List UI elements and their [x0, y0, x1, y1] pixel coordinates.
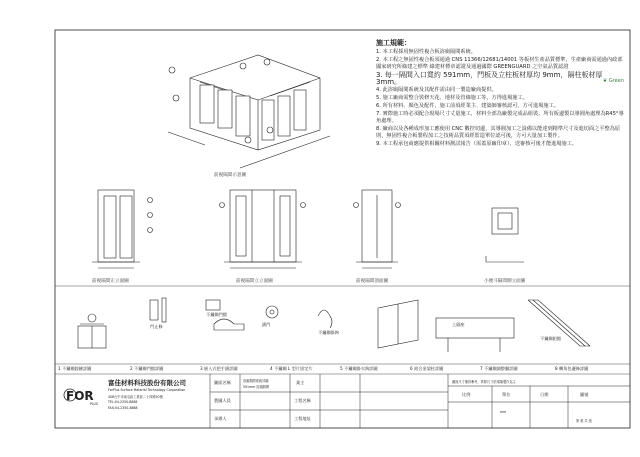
section-view — [354, 190, 401, 268]
urinal-view — [486, 208, 524, 262]
detail-index: 8 轉角包邊條詳圖 — [555, 366, 589, 371]
note-item: 5. 施工廠商需整合裝修天花、地材及管線施工等，方得進場施工。 — [376, 95, 528, 101]
construction-notes — [376, 40, 626, 149]
drawing-name-value: 浴廁隔間系統詳圖 — [243, 379, 269, 383]
title-block-frame — [210, 374, 630, 428]
leaf-icon: ❦ — [603, 78, 608, 84]
front-elevation — [92, 190, 153, 268]
cert-label: Green — [608, 78, 624, 84]
note-item: 1. 本工程採用無固性複合板浴廁隔間系統。 — [376, 49, 476, 55]
project-label: 工程名稱 — [294, 398, 311, 403]
note-item: 4. 此浴廁隔間系統及其配件需由同一製造廠商提供。 — [376, 87, 497, 93]
note-item: 8. 廠商以及各種成形加工應使用 CNC 數控切邊，其導圓加工之設備以能達到精準尺寸及進切面之平整為原則，無固性複合板製程加工之技術品質須經監造單位認可後，方可大量加工製作。 — [376, 126, 621, 139]
detail-label: 不鏽鋼鋁擋 — [540, 336, 561, 341]
caption-front: 前視隔間正立面圖 — [92, 279, 129, 284]
detail-label: 不鏽鋼掛鉤 — [318, 330, 339, 335]
company-name-en: ForPlus Surface Material Technology Corporation — [108, 388, 186, 392]
detail-index: 4 不鏽鋼 L 型片固定片 — [270, 366, 313, 371]
note-item: 3. 每一隔間入口寬約 591mm，門板及立柱板材厚均 9mm，隔柱板材厚 3mm。 — [376, 71, 603, 86]
unit-value: mm — [500, 410, 507, 414]
scale-label: 比例 — [462, 392, 471, 397]
company-logo: FOR — [66, 389, 94, 403]
company-address: 408台中市南屯區工業區二十四路50號 — [108, 395, 163, 399]
detail-index: 6 鋁合金架柱詳圖 — [410, 366, 444, 371]
address-label: 工程地址 — [294, 416, 311, 421]
isometric-view — [168, 55, 330, 168]
note-item: 9. 本工程承包商應提供相關材料測試報告（需蓋原廠印章），送審核可後才能進場施工。 — [376, 141, 578, 147]
notes-title: 施工規範： — [376, 39, 411, 47]
caption-urinal: 小便斗隔間側立面圖 — [484, 279, 526, 284]
side-elevation — [220, 190, 306, 268]
detail-index: 3 嵌入式把手鎖詳圖 — [200, 366, 238, 371]
date-label: 日期 — [540, 392, 549, 397]
page-value: 第 張 共 張 — [576, 419, 592, 423]
detail-index: 7 不鏽鋼調整腳詳圖 — [480, 366, 518, 371]
note-item: 2. 本工程之無固性複合板須通過 CNS 11366/12681/14001 等板材生產品質標準，生產廠商需通過內政部國家研究所綠建之標準 綠建材標章認證及通過國際 GREENGUARD 之空氣品質認證 — [376, 57, 623, 70]
company-logo-sub: PLUS — [90, 402, 98, 406]
company-name: 富佳材料科技股份有限公司 — [108, 379, 186, 387]
greenguard-badge — [603, 78, 624, 85]
note-item: 6. 所有材料、顏色及配件，施工前須經業主、建築師審核認可，方可進場施工。 — [376, 103, 559, 109]
drawing-name-sub: 591mm 浴廁隔間 — [243, 385, 270, 389]
company-fax: FAX:04-2350-8888 — [108, 406, 138, 410]
caption-section: 前視隔間剖面圖 — [356, 279, 389, 284]
detail-label: 不鏽鋼門擋 — [206, 312, 227, 317]
detail-label: 鎖門 — [262, 322, 271, 327]
detail-label: 門止條 — [150, 324, 163, 329]
detail-index: 2 不鏽鋼門擋詳圖 — [130, 366, 164, 371]
page-label: 圖號 — [580, 392, 589, 397]
approver-label: 承辦人 — [214, 416, 227, 421]
detail-index: 1 不鏽鋼鉸鏈詳圖 — [58, 366, 92, 371]
detail-label: 上隔座 — [452, 322, 465, 327]
company-tel: TEL:04-2350-8888 — [108, 400, 138, 404]
owner-label: 業主 — [296, 380, 305, 385]
drawing-note: 圖面尺寸僅供參考，實際尺寸依現場製作為主 — [452, 380, 516, 384]
caption-side: 前視隔間立立面圖 — [236, 279, 273, 284]
unit-label: 單位 — [502, 392, 511, 397]
maker-label: 製圖人員 — [214, 398, 231, 403]
caption-iso: 前視隔間示意圖 — [214, 173, 247, 178]
drawing-name-label: 圖面名稱 — [214, 380, 231, 385]
detail-index: 5 不鏽鋼掛衣鉤詳圖 — [340, 366, 378, 371]
note-item: 7. 實際施工時必須配合現場尺寸丈量施工，材料全部為廠製完成品組裝。所有板邊製以導圓角處理為R45°導角處理。 — [376, 111, 624, 124]
